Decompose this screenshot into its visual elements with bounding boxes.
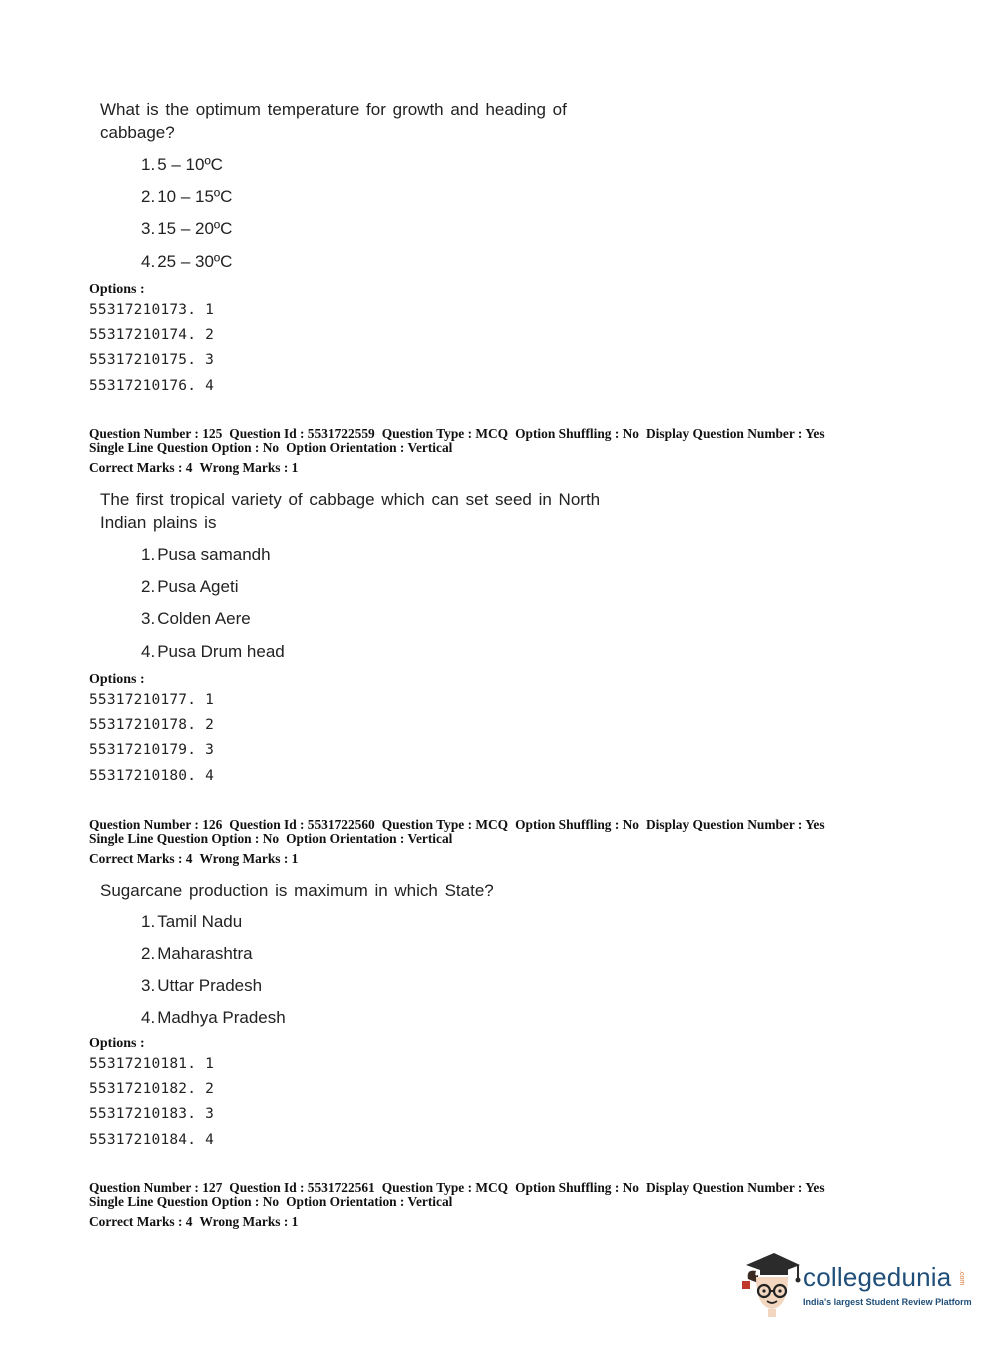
option-id: 55317210179. 3 xyxy=(89,742,215,758)
choice-item: 4. Pusa Drum head xyxy=(141,642,285,661)
choice-item: 3. Uttar Pradesh xyxy=(141,976,263,995)
option-id: 55317210184. 4 xyxy=(89,1132,215,1148)
choice-item: 1. Tamil Nadu xyxy=(141,912,243,931)
question-meta: Single Line Question Option : No Option Orientation : Vertical xyxy=(89,831,453,846)
logo-com: .com xyxy=(958,1270,965,1286)
question-marks: Correct Marks : 4 Wrong Marks : 1 xyxy=(89,460,299,475)
choice-item: 4. 25 – 30ºC xyxy=(141,252,233,271)
option-id: 55317210175. 3 xyxy=(89,352,215,368)
logo-tagline: India's largest Student Review Platform xyxy=(803,1297,972,1307)
option-id: 55317210174. 2 xyxy=(89,327,215,343)
choice-item: 3. Colden Aere xyxy=(141,609,251,628)
question-meta: Single Line Question Option : No Option Orientation : Vertical xyxy=(89,1194,453,1209)
choice-item: 1. Pusa samandh xyxy=(141,545,271,564)
options-label: Options : xyxy=(89,282,145,297)
options-label: Options : xyxy=(89,672,145,687)
question-text: The first tropical variety of cabbage which can set seed in North Indian plains is xyxy=(100,490,601,532)
choice-item: 2. Maharashtra xyxy=(141,944,253,963)
question-text: Sugarcane production is maximum in which State? xyxy=(100,881,494,900)
choice-item: 3. 15 – 20ºC xyxy=(141,219,233,238)
question-text: What is the optimum temperature for growth and heading of cabbage? xyxy=(100,100,567,142)
choice-item: 1. 5 – 10ºC xyxy=(141,155,223,174)
option-id: 55317210181. 1 xyxy=(89,1056,215,1072)
options-label: Options : xyxy=(89,1036,145,1051)
mascot-graduation-cap-icon xyxy=(740,1247,804,1321)
question-meta: Question Number : 127 Question Id : 5531722561 Question Type : MCQ Option Shuffling : No Display Question Number : Yes xyxy=(89,1180,825,1195)
option-id: 55317210178. 2 xyxy=(89,717,215,733)
question-marks: Correct Marks : 4 Wrong Marks : 1 xyxy=(89,851,299,866)
option-id: 55317210176. 4 xyxy=(89,378,215,394)
question-meta: Question Number : 126 Question Id : 5531722560 Question Type : MCQ Option Shuffling : No Display Question Number : Yes xyxy=(89,817,825,832)
logo-brand: collegedunia xyxy=(803,1262,952,1292)
choice-item: 4. Madhya Pradesh xyxy=(141,1008,286,1027)
choice-item: 2. Pusa Ageti xyxy=(141,577,239,596)
option-id: 55317210173. 1 xyxy=(89,302,215,318)
question-marks: Correct Marks : 4 Wrong Marks : 1 xyxy=(89,1214,299,1229)
question-meta: Single Line Question Option : No Option Orientation : Vertical xyxy=(89,440,453,455)
option-id: 55317210182. 2 xyxy=(89,1081,215,1097)
question-meta: Question Number : 125 Question Id : 5531722559 Question Type : MCQ Option Shuffling : No Display Question Number : Yes xyxy=(89,426,825,441)
option-id: 55317210180. 4 xyxy=(89,768,215,784)
choice-item: 2. 10 – 15ºC xyxy=(141,187,233,206)
option-id: 55317210183. 3 xyxy=(89,1106,215,1122)
option-id: 55317210177. 1 xyxy=(89,692,215,708)
